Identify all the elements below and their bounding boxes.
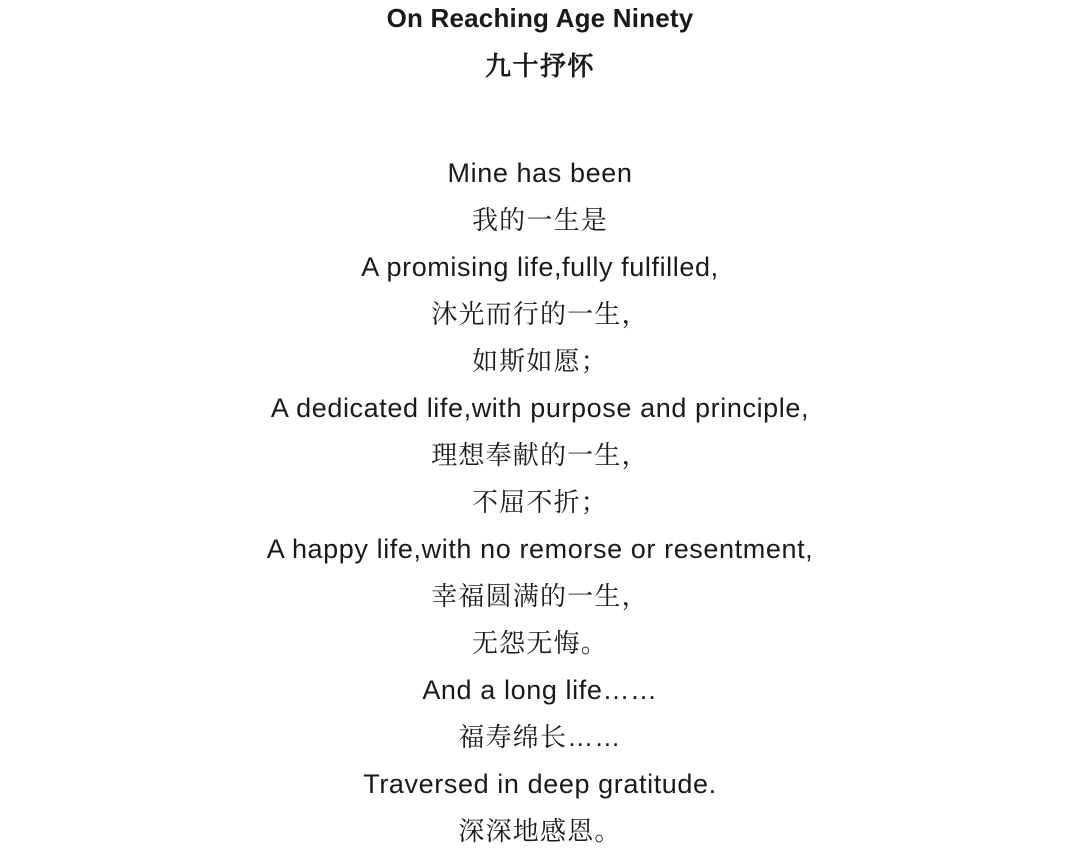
page-title-english: On Reaching Age Ninety xyxy=(386,3,694,33)
poem-line: 不屈不折； xyxy=(471,486,608,517)
poem-line: 深深地感恩。 xyxy=(458,815,622,846)
poem-line: 理想奉献的一生， xyxy=(431,439,649,470)
page-title-chinese: 九十抒怀 xyxy=(484,50,595,81)
poem-line: A promising life,fully fulfilled, xyxy=(361,251,719,282)
poem-line: 沐光而行的一生， xyxy=(431,298,649,329)
poem-line: 福寿绵长…… xyxy=(458,721,622,752)
poem-line: A happy life,with no remorse or resentment, xyxy=(266,533,814,564)
poem-line: 我的一生是 xyxy=(471,204,608,235)
poem-line: A dedicated life,with purpose and principle, xyxy=(270,392,810,423)
poem-line: And a long life…… xyxy=(422,674,658,705)
poem-line: 如斯如愿； xyxy=(471,345,608,376)
poem-line: Traversed in deep gratitude. xyxy=(363,768,717,799)
poem-body xyxy=(0,150,1080,855)
poem-line: 无怨无悔。 xyxy=(471,627,608,658)
poem-line: 幸福圆满的一生， xyxy=(431,580,649,611)
poem-line: Mine has been xyxy=(447,157,633,188)
title-block xyxy=(0,2,1080,84)
